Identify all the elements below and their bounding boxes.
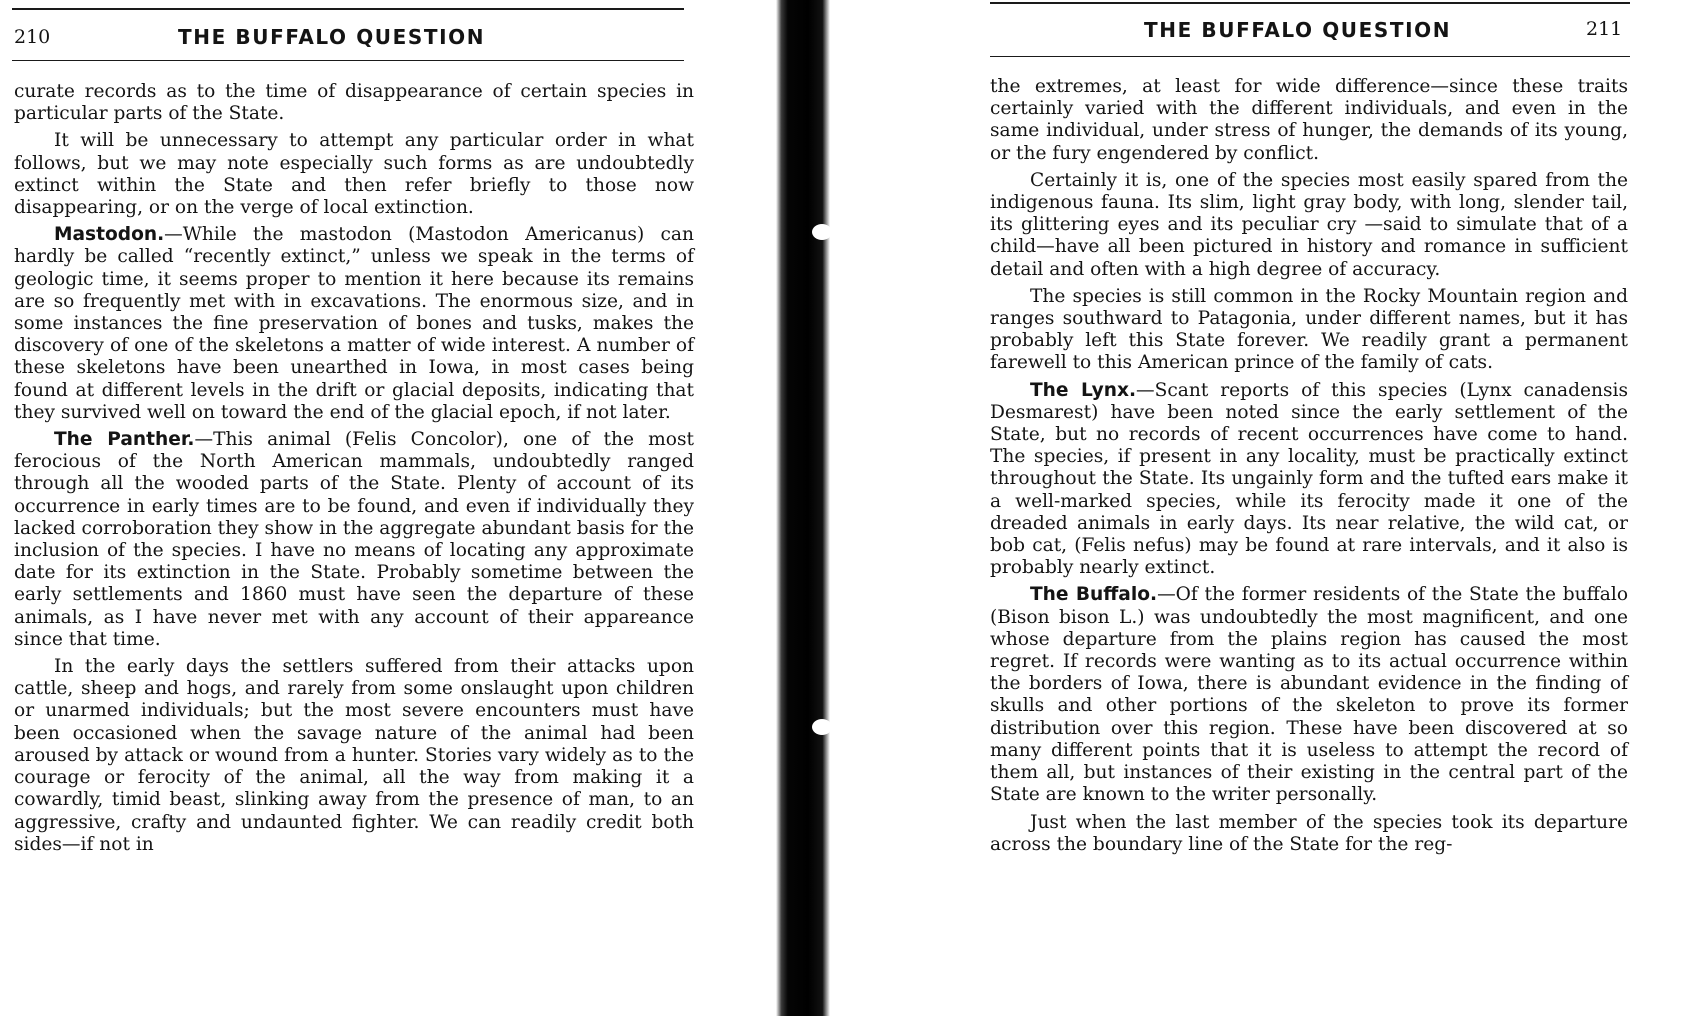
binding-hole xyxy=(812,719,832,735)
header-rule-bottom xyxy=(990,56,1630,57)
paragraph-text: —While the mastodon (Mastodon Americanus) can hardly be called “recently extinct,” unless we speak in the terms of geologic time, it seems proper to mention it here because its remains are so frequently met with in excavations. The enormous size, and in some instances the fine preservation of bones and tusks, makes the discovery of one of the skeletons a matter of wide interest. A number of these skeletons have been unearthed in Iowa, in most cases being found at different levels in the drift or glacial deposits, indicating that they survived well on toward the end of the glacial epoch, if not later. xyxy=(14,224,694,423)
paragraph: Certainly it is, one of the species most easily spared from the indigenous fauna. Its slim, light gray body, with long, slender tail, its glittering eyes and its peculiar cry —said to simulate that of a child—have all been pictured in history and romance in sufficient detail and often with a high degree of accuracy. xyxy=(990,169,1628,280)
paragraph: The species is still common in the Rocky Mountain region and ranges southward to Patagonia, under different names, but it has probably left this State forever. We readily grant a permanent farewell to this American prince of the family of cats. xyxy=(990,285,1628,374)
paragraph: Just when the last member of the species took its departure across the boundary line of the State for the reg- xyxy=(990,811,1628,855)
run-in-heading: Mastodon. xyxy=(54,224,165,246)
book-gutter xyxy=(776,0,830,1016)
paragraph: It will be unnecessary to attempt any particular order in what follows, but we may note especially such forms as are undoubtedly extinct within the State and then refer briefly to those now disappearing, or on the verge of local extinction. xyxy=(14,130,694,219)
right-page xyxy=(960,0,1684,1016)
paragraph-panther xyxy=(14,429,694,651)
run-in-heading: The Buffalo. xyxy=(1030,584,1158,606)
header-rule-top xyxy=(12,8,684,10)
paragraph: the extremes, at least for wide difference—since these traits certainly varied with the different individuals, and even in the same individual, under stress of hunger, the demands of its young, or the fury engendered by conflict. xyxy=(990,76,1628,164)
paragraph-text: —Scant reports of this species (Lynx canadensis Desmarest) have been noted since the early settlement of the State, but no records of recent occurrences have come to hand. The species, if present in any locality, must be practically extinct throughout the State. Its ungainly form and the tufted ears make it a well-marked species, while its ferocity made it one of the dreaded animals in early days. Its near relative, the wild cat, or bob cat, (Felis nefus) may be found at rare intervals, and it also is probably nearly extinct. xyxy=(990,379,1628,579)
run-in-heading: The Lynx. xyxy=(1030,379,1137,401)
paragraph-lynx xyxy=(990,380,1628,580)
paragraph: curate records as to the time of disappearance of certain species in particular parts of the State. xyxy=(14,81,694,125)
running-title: THE BUFFALO QUESTION xyxy=(1144,18,1452,42)
header-rule-top xyxy=(990,2,1630,4)
paragraph-text: —Of the former residents of the State the buffalo (Bison bison L.) was undoubtedly the most magnificent, and one whose departure from the plains region has caused the most regret. If records were wanting as to its actual occurrence within the borders of Iowa, there is abundant evidence in the finding of skulls and other portions of the skeleton to prove its former distribution over this region. These have been discovered at so many different points that it is useless to attempt the record of them all, but instances of their existing in the central part of the State are known to the writer personally. xyxy=(990,584,1629,806)
header-rule-bottom xyxy=(12,60,684,61)
binding-hole xyxy=(812,224,832,240)
body-text xyxy=(990,76,1628,856)
run-in-heading: The Panther. xyxy=(54,429,195,451)
paragraph-mastodon xyxy=(14,224,694,424)
paragraph: In the early days the settlers suffered from their attacks upon cattle, sheep and hogs, and rarely from some onslaught upon children or unarmed individuals; but the most severe encounters must have been occasioned when the savage nature of the animal had been aroused by attack or wound from a hunter. Stories vary widely as to the courage or ferocity of the animal, all the way from making it a cowardly, timid beast, slinking away from the presence of man, to an aggressive, crafty and undaunted fighter. We can readily credit both sides—if not in xyxy=(14,656,694,855)
paragraph-text: —This animal (Felis Concolor), one of the most ferocious of the North American mammals, undoubtedly ranged through all the wooded parts of the State. Plenty of account of its occurrence in early times are to be found, and even if individually they lacked corroboration they show in the aggregate abundant basis for the inclusion of the species. I have no means of locating any approximate date for its extinction in the State. Probably sometime between the early settlements and 1860 must have seen the departure of these animals, as I have never met with any account of their appareance since that time. xyxy=(14,429,694,650)
page-number: 210 xyxy=(14,26,51,48)
left-page xyxy=(0,0,710,1016)
page-number: 211 xyxy=(1586,18,1623,40)
running-title: THE BUFFALO QUESTION xyxy=(178,25,486,49)
paragraph-buffalo xyxy=(990,584,1628,806)
body-text xyxy=(14,81,694,856)
